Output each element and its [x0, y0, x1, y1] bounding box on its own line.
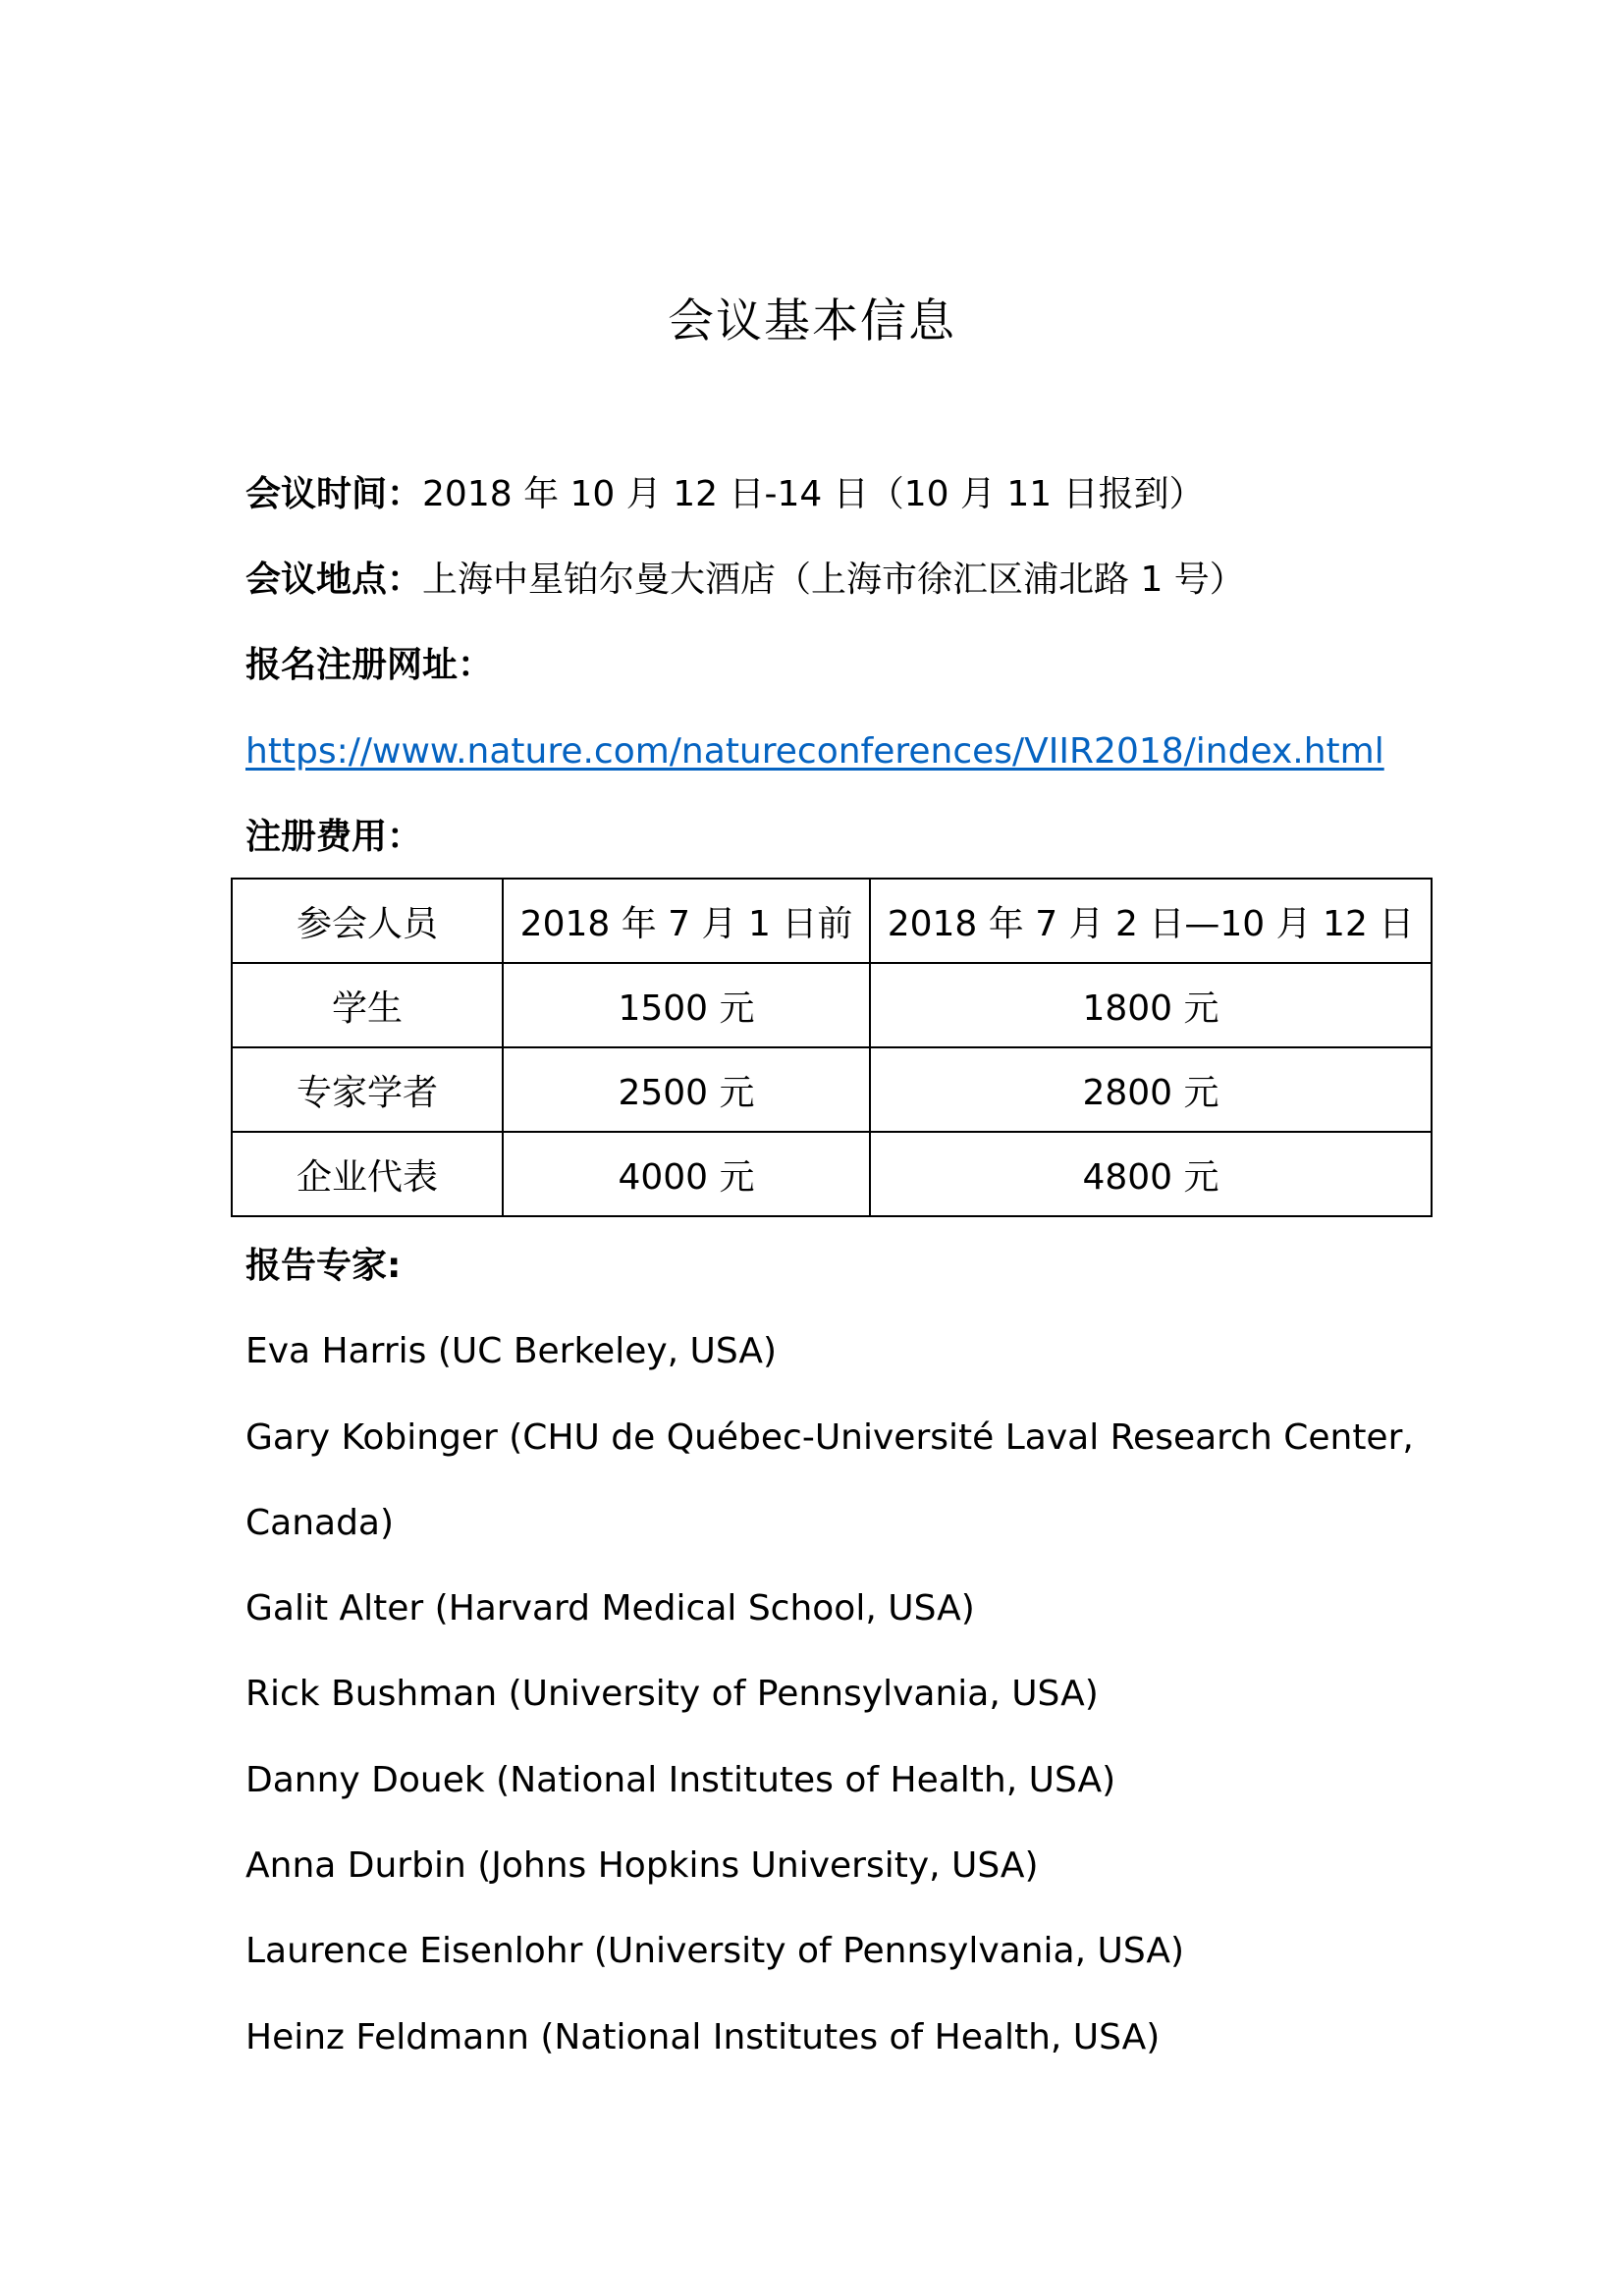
table-cell: 专家学者 [232, 1047, 503, 1132]
table-row [232, 1047, 1432, 1132]
table-row [232, 1132, 1432, 1216]
table-cell: 学生 [232, 963, 503, 1047]
speaker-line: Rick Bushman (University of Pennsylvania, USA) [245, 1674, 1099, 1714]
table-header-cell: 2018 年 7 月 2 日—10 月 12 日 [870, 879, 1432, 963]
speaker-line: Gary Kobinger (CHU de Québec-Université Laval Research Center, [245, 1417, 1414, 1458]
table-header-row [232, 879, 1432, 963]
meeting-venue-value: 上海中星铂尔曼大酒店（上海市徐汇区浦北路 1 号） [422, 560, 1245, 600]
table-cell: 4800 元 [870, 1132, 1432, 1216]
registration-link-line [245, 728, 1384, 775]
table-row [232, 963, 1432, 1047]
table-cell: 1500 元 [503, 963, 870, 1047]
speaker-line: Laurence Eisenlohr (University of Pennsylvania, USA) [245, 1931, 1185, 1971]
speakers-label-line [245, 1243, 401, 1290]
speaker-line: Eva Harris (UC Berkeley, USA) [245, 1331, 778, 1371]
meeting-time-label: 会议时间： [245, 474, 423, 514]
speaker-line: Canada) [245, 1503, 395, 1543]
registration-link[interactable]: https://www.nature.com/natureconferences/VIIR2018/index.html [245, 731, 1384, 772]
meeting-venue-label: 会议地点： [245, 560, 423, 600]
registration-label-line [245, 642, 493, 689]
speaker-line: Danny Douek (National Institutes of Health, USA) [245, 1760, 1116, 1800]
table-cell: 4000 元 [503, 1132, 870, 1216]
table-header-cell: 参会人员 [232, 879, 503, 963]
fees-label: 注册费用： [245, 817, 423, 857]
speakers-label: 报告专家: [245, 1246, 402, 1286]
fees-label-line [245, 814, 422, 861]
table-cell: 1800 元 [870, 963, 1432, 1047]
registration-label: 报名注册网址： [245, 645, 494, 685]
meeting-time [245, 471, 1205, 518]
registration-fees-table [231, 878, 1433, 1217]
speaker-line: Galit Alter (Harvard Medical School, USA) [245, 1588, 975, 1629]
page-title: 会议基本信息 [668, 294, 956, 348]
speaker-line: Heinz Feldmann (National Institutes of Health, USA) [245, 2017, 1161, 2057]
table-cell: 企业代表 [232, 1132, 503, 1216]
table-header-cell: 2018 年 7 月 1 日前 [503, 879, 870, 963]
meeting-time-value: 2018 年 10 月 12 日-14 日（10 月 11 日报到） [422, 474, 1205, 514]
speaker-line: Anna Durbin (Johns Hopkins University, USA) [245, 1845, 1039, 1886]
meeting-venue [245, 557, 1245, 604]
table-cell: 2800 元 [870, 1047, 1432, 1132]
table-cell: 2500 元 [503, 1047, 870, 1132]
